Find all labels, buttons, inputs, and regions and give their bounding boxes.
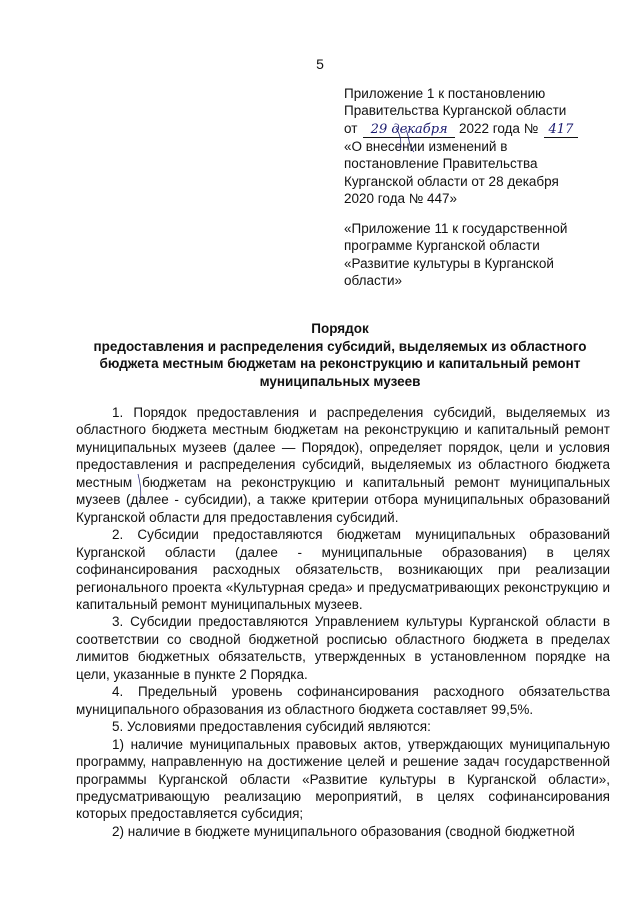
title-line: муниципальных музеев	[259, 373, 421, 389]
appendix-line: 2020 года № 447»	[344, 191, 458, 207]
program-line: программе Курганской области	[344, 238, 540, 254]
paragraph: 4. Предельный уровень софинансирования расходного обязательства муниципального образования из областного бюджета составляет 99,5%.	[76, 684, 610, 717]
appendix-line: Приложение 1 к постановлению	[344, 86, 546, 101]
appendix-line: постановление Правительства	[344, 156, 538, 172]
document-title	[70, 320, 610, 390]
title-line: Порядок	[311, 321, 369, 336]
paragraph: 1) наличие муниципальных правовых актов, утверждающих муниципальную программу, направленную на достижение целей и решение задач государственной программы Курганской области «Развитие культуры в Курганской области», предусматривающую реализацию мероприятий, в целях софинансирования которых предоставляется субсидия;	[76, 736, 610, 822]
handwritten-number: 417	[544, 122, 578, 138]
handwritten-date: 29 декабря	[363, 122, 455, 138]
margin-pen-mark	[118, 468, 238, 508]
appendix-line: Курганской области от 28 декабря	[344, 173, 559, 189]
paragraph: 2) наличие в бюджете муниципального образования (сводной бюджетной	[112, 823, 575, 839]
signature-stroke	[356, 124, 446, 154]
program-line: «Развитие культуры в Курганской	[344, 255, 554, 271]
program-line: области»	[344, 273, 403, 289]
appendix-line: Правительства Курганской области	[344, 103, 567, 119]
paragraph: 3. Субсидии предоставляются Управлением культуры Курганской области в соответствии со сводной бюджетной росписью областного бюджета в пределах лимитов бюджетных обязательств, утвержденных в установленном порядке на цели, указанные в пункте 2 Порядка.	[76, 614, 610, 682]
program-line: «Приложение 11 к государственной	[344, 221, 568, 236]
title-line: предоставления и распределения субсидий, выделяемых из областного	[93, 338, 587, 354]
paragraph: 1. Порядок предоставления и распределения субсидий, выделяемых из областного бюджета местным бюджетам на реконструкцию и капитальный ремонт муниципальных музеев (далее — Порядок), определяет порядок, цели и условия предоставления и распределения субсидий, выделяемых из областного бюджета местным бюджетам на реконструкцию и капитальный ремонт муниципальных музеев (далее - субсидии), а также критерии отбора муниципальных образований Курганской области для предоставления субсидий.	[76, 405, 610, 525]
date-prefix: от	[344, 120, 358, 136]
paragraph: 2. Субсидии предоставляются бюджетам муниципальных образований Курганской области (далее - муниципальные образования) в целях софинансирования расходных обязательств, возникающих при реализации регионального проекта «Культурная среда» и предусматривающих реконструкцию и капитальный ремонт муниципальных музеев.	[76, 527, 610, 612]
year-label: 2022 года №	[458, 120, 539, 136]
appendix-line: «О внесении изменений в	[344, 138, 508, 154]
paragraph: 5. Условиями предоставления субсидий являются:	[112, 719, 431, 735]
program-reference	[344, 220, 624, 290]
page-number: 5	[316, 56, 324, 72]
title-line: бюджета местным бюджетам на реконструкцию и капитальный ремонт	[99, 356, 581, 372]
